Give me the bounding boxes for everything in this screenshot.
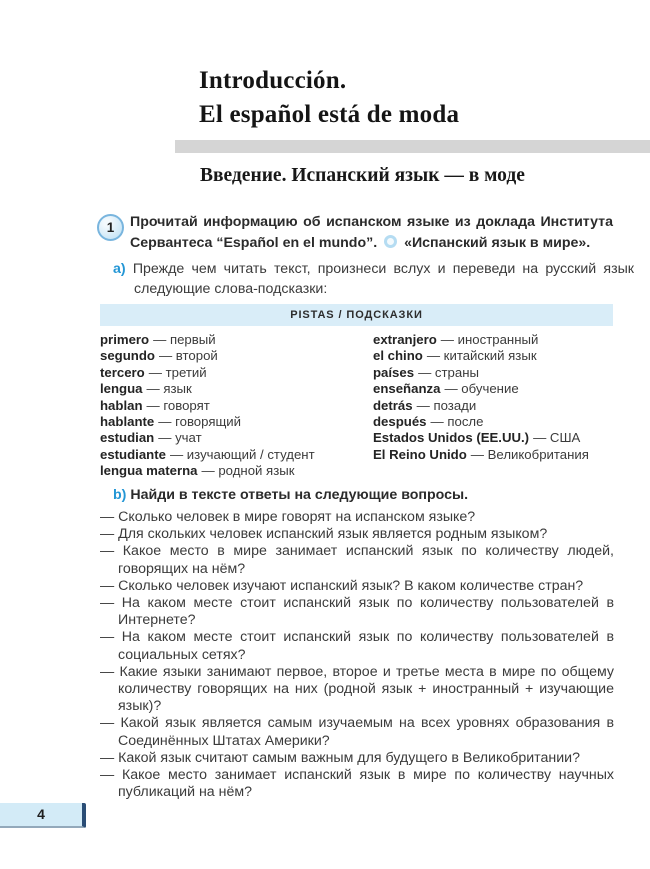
spanish-word: primero <box>100 332 150 347</box>
vocab-row <box>373 430 589 446</box>
pistas-table-body <box>100 326 613 480</box>
vocab-row <box>100 430 373 446</box>
question-item: — Какой язык является самым изучаемым на всех уровнях образования в Соединённых Штатах Америки? <box>100 715 614 749</box>
question-item: — Сколько человек в мире говорят на испанском языке? <box>100 509 476 525</box>
exercise-number-badge <box>97 214 124 241</box>
exercise-instruction <box>130 212 613 254</box>
vocab-row <box>100 365 373 381</box>
title-line-1: Introducción. <box>199 67 347 94</box>
russian-translation: — язык <box>146 381 192 397</box>
russian-translation: — иностранный <box>440 332 539 347</box>
title-line-2: El español está de moda <box>199 101 460 128</box>
spanish-word: el chino <box>373 348 423 364</box>
spanish-word: estudian <box>100 430 155 446</box>
spanish-word: hablan <box>100 397 143 413</box>
vocab-row <box>373 414 589 430</box>
vocab-row <box>373 398 589 414</box>
vocab-row <box>373 365 589 381</box>
vocab-row <box>100 398 373 414</box>
part-a <box>113 260 634 299</box>
vocab-row <box>100 348 373 364</box>
spanish-word: hablante <box>100 414 155 430</box>
pistas-table <box>100 304 613 480</box>
spanish-word: enseñanza <box>373 381 441 397</box>
vocab-row <box>100 414 373 430</box>
instruction-text-after: «Испанский язык в мире». <box>404 235 591 251</box>
spanish-word: estudiante <box>100 446 166 462</box>
russian-translation: — первый <box>153 332 216 347</box>
spanish-word: El Reino Unido <box>373 446 467 462</box>
question-item: — Какие языки занимают первое, второе и третье места в мире по общему количеству говорящих на них (родной язык + иностранный + изучающие язык)? <box>100 663 614 715</box>
exercise-number: 1 <box>106 220 115 235</box>
pistas-table-header: PISTAS / ПОДСКАЗКИ <box>100 304 613 326</box>
spanish-word: extranjero <box>373 332 437 347</box>
question-item: — Какое место в мире занимает испанский язык по количеству людей, говорящих на нём? <box>100 543 614 577</box>
russian-translation: — третий <box>148 364 207 380</box>
page-title <box>199 64 459 132</box>
spanish-word: después <box>373 414 427 430</box>
russian-translation: — изучающий / студент <box>169 446 315 462</box>
russian-translation: — учат <box>158 430 202 446</box>
russian-translation: — обучение <box>444 381 519 397</box>
spanish-word: segundo <box>100 348 155 364</box>
part-b-text: Найди в тексте ответы на следующие вопросы. <box>130 487 469 503</box>
russian-translation: — США <box>533 430 581 446</box>
vocab-row <box>373 381 589 397</box>
part-a-label: a) <box>113 261 126 277</box>
pistas-left-column <box>100 332 373 480</box>
russian-translation: — говорящий <box>158 414 242 430</box>
part-a-text: Прежде чем читать текст, произнеси вслух и переведи на русский язык следующие слова-подсказки: <box>132 261 634 297</box>
vocab-row <box>100 381 373 397</box>
spanish-word: países <box>373 364 415 380</box>
page-subtitle: Введение. Испанский язык — в моде <box>200 165 525 186</box>
russian-translation: — позади <box>416 397 477 413</box>
russian-translation: — родной язык <box>201 463 295 479</box>
russian-translation: — Великобритания <box>470 446 589 462</box>
vocab-row <box>100 463 373 479</box>
question-item: — На каком месте стоит испанский язык по количеству пользователей в Интернете? <box>100 595 614 629</box>
spanish-word: Estados Unidos (EE.UU.) <box>373 430 530 446</box>
spanish-word: lengua materna <box>100 463 198 479</box>
vocab-row <box>373 447 589 463</box>
part-b-label: b) <box>113 487 127 503</box>
title-divider-bar <box>175 140 650 153</box>
spanish-word: lengua <box>100 381 143 397</box>
russian-translation: — китайский язык <box>426 348 537 364</box>
spanish-word: detrás <box>373 397 413 413</box>
page-number: 4 <box>37 806 45 822</box>
vocab-row <box>373 348 589 364</box>
question-item: — Для скольких человек испанский язык является родным языком? <box>100 526 548 543</box>
question-item: — Сколько человек изучают испанский язык? В каком количестве стран? <box>100 577 584 594</box>
vocab-row <box>373 332 589 348</box>
circle-icon <box>384 235 397 248</box>
questions-list <box>100 509 614 801</box>
pistas-right-column <box>373 332 589 480</box>
question-item: — Какое место занимает испанский язык в мире по количеству научных публикаций на нём? <box>100 767 614 801</box>
russian-translation: — после <box>430 414 484 430</box>
part-b <box>113 486 634 506</box>
exercise-1 <box>97 212 613 254</box>
question-item: — Какой язык считают самым важным для будущего в Великобритании? <box>100 749 580 766</box>
russian-translation: — второй <box>158 348 218 364</box>
vocab-row <box>100 447 373 463</box>
spanish-word: tercero <box>100 364 145 380</box>
page-number-badge <box>0 803 86 828</box>
vocab-row <box>100 332 373 348</box>
russian-translation: — страны <box>418 364 479 380</box>
question-item: — На каком месте стоит испанский язык по количеству пользователей в социальных сетях? <box>100 629 614 663</box>
russian-translation: — говорят <box>146 397 210 413</box>
instruction-text-before: Прочитай информацию об испанском языке из доклада Института Сервантеса “Español en el mundo”. <box>130 214 613 251</box>
